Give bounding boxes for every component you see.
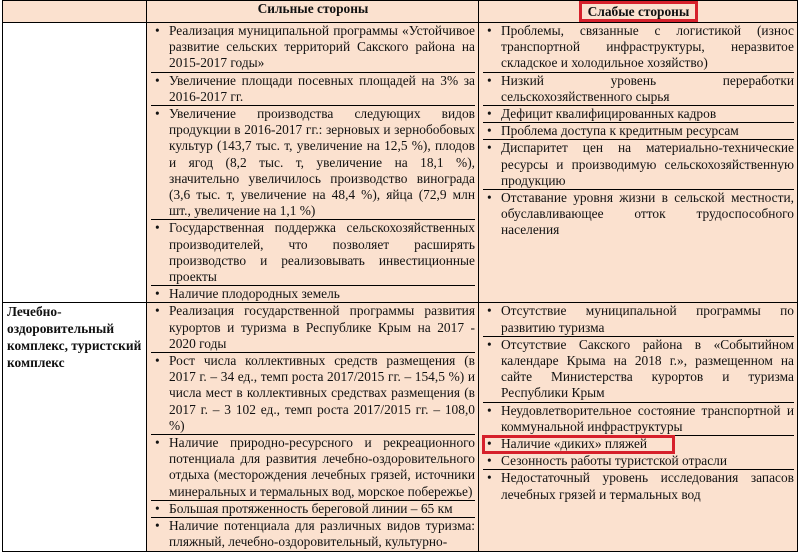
- table-row-agriculture: [3, 23, 798, 303]
- list-item: • Реализация муниципальной программы «Устойчивое развитие сельских территорий Сакского района на 2015-2017 годы»: [151, 23, 475, 73]
- header-row: [3, 1, 798, 23]
- table-row-tourism: [3, 303, 798, 551]
- list-item: • Рост числа коллективных средств размещения (в 2017 г. – 34 ед., темп роста 2017/2015 гг. – 154,5 %) и числа мест в коллективных средствах размещения (в 2017 г. – 3 102 ед., темп роста 2017/2015 гг. – 108,0 %): [151, 353, 475, 435]
- list-item: • Низкий уровень переработки сельскохозяйственного сырья: [483, 73, 794, 106]
- strengths-cell: [147, 23, 479, 303]
- list-item: • Реализация государственной программы развития курортов и туризма в Республике Крым на 2017 - 2020 годы: [151, 303, 475, 353]
- sector-cell: [3, 23, 147, 303]
- list-item: • Недостаточный уровень исследования запасов лечебных грязей и термальных вод: [483, 470, 794, 502]
- list-item: • Отсутствие Сакского района в «Событийном календаре Крыма на 2018 г.», размещенном на сайте Министерства курортов и туризма Республики Крым: [483, 337, 794, 403]
- swot-table: [2, 0, 798, 552]
- list-item: • Большая протяженность береговой линии – 65 км: [151, 501, 475, 518]
- header-sector-cell: [3, 1, 147, 23]
- strengths-cell: [147, 303, 479, 551]
- list-item: • Увеличение площади посевных площадей на 3% за 2016-2017 гг.: [151, 73, 475, 106]
- weaknesses-cell: [479, 23, 798, 303]
- sector-cell: Лечебно-оздоровительный комплекс, туристский комплекс: [3, 303, 147, 551]
- list-item-highlighted: • Наличие «диких» пляжей: [483, 436, 674, 453]
- list-item: • Государственная поддержка сельскохозяйственных производителей, что позволяет расширять производство и реализовывать инвестиционные проекты: [151, 220, 475, 286]
- header-weaknesses: [479, 1, 798, 23]
- list-item: • Дефицит квалифицированных кадров: [483, 106, 794, 123]
- list-item: • Проблемы, связанные с логистикой (износ транспортной инфраструктуры, неразвитое складское и холодильное хозяйство): [483, 23, 794, 73]
- weaknesses-cell: [479, 303, 798, 551]
- list-item: • Сезонность работы туристской отрасли: [483, 453, 794, 470]
- list-item: • Наличие потенциала для различных видов туризма: пляжный, лечебно-оздоровительный, культурно-: [151, 518, 475, 550]
- list-item: • Диспаритет цен на материально-технические ресурсы и производимую сельскохозяйственную продукцию: [483, 140, 794, 190]
- header-strengths: Сильные стороны: [147, 1, 479, 23]
- list-item: • Наличие плодородных земель: [151, 286, 475, 302]
- list-item: • Неудовлетворительное состояние транспортной и коммунальной инфраструктуры: [483, 403, 794, 436]
- list-item: • Отсутствие муниципальной программы по развитию туризма: [483, 303, 794, 336]
- list-item: • Проблема доступа к кредитным ресурсам: [483, 123, 794, 140]
- list-item: • Отставание уровня жизни в сельской местности, обуславливающее отток трудоспособного населения: [483, 190, 794, 239]
- list-item: • Увеличение производства следующих видов продукции в 2016-2017 гг.: зерновых и зернобобовых культур (143,7 тыс. т, увеличение на 12,5 %), плодов и ягод (8,2 тыс. т, увеличение на 18,1 %), значительно увеличилось производство винограда (3,6 тыс. т, увеличение на 48,4 %), яйца (72,9 млн шт., увеличение на 1,1 %): [151, 106, 475, 220]
- list-item: • Наличие природно-ресурсного и рекреационного потенциала для развития лечебно-оздоровительного отдыха (месторождения лечебных грязей, источники минеральных и термальных вод, морское побережье): [151, 435, 475, 501]
- weaknesses-highlight: Слабые стороны: [579, 1, 699, 22]
